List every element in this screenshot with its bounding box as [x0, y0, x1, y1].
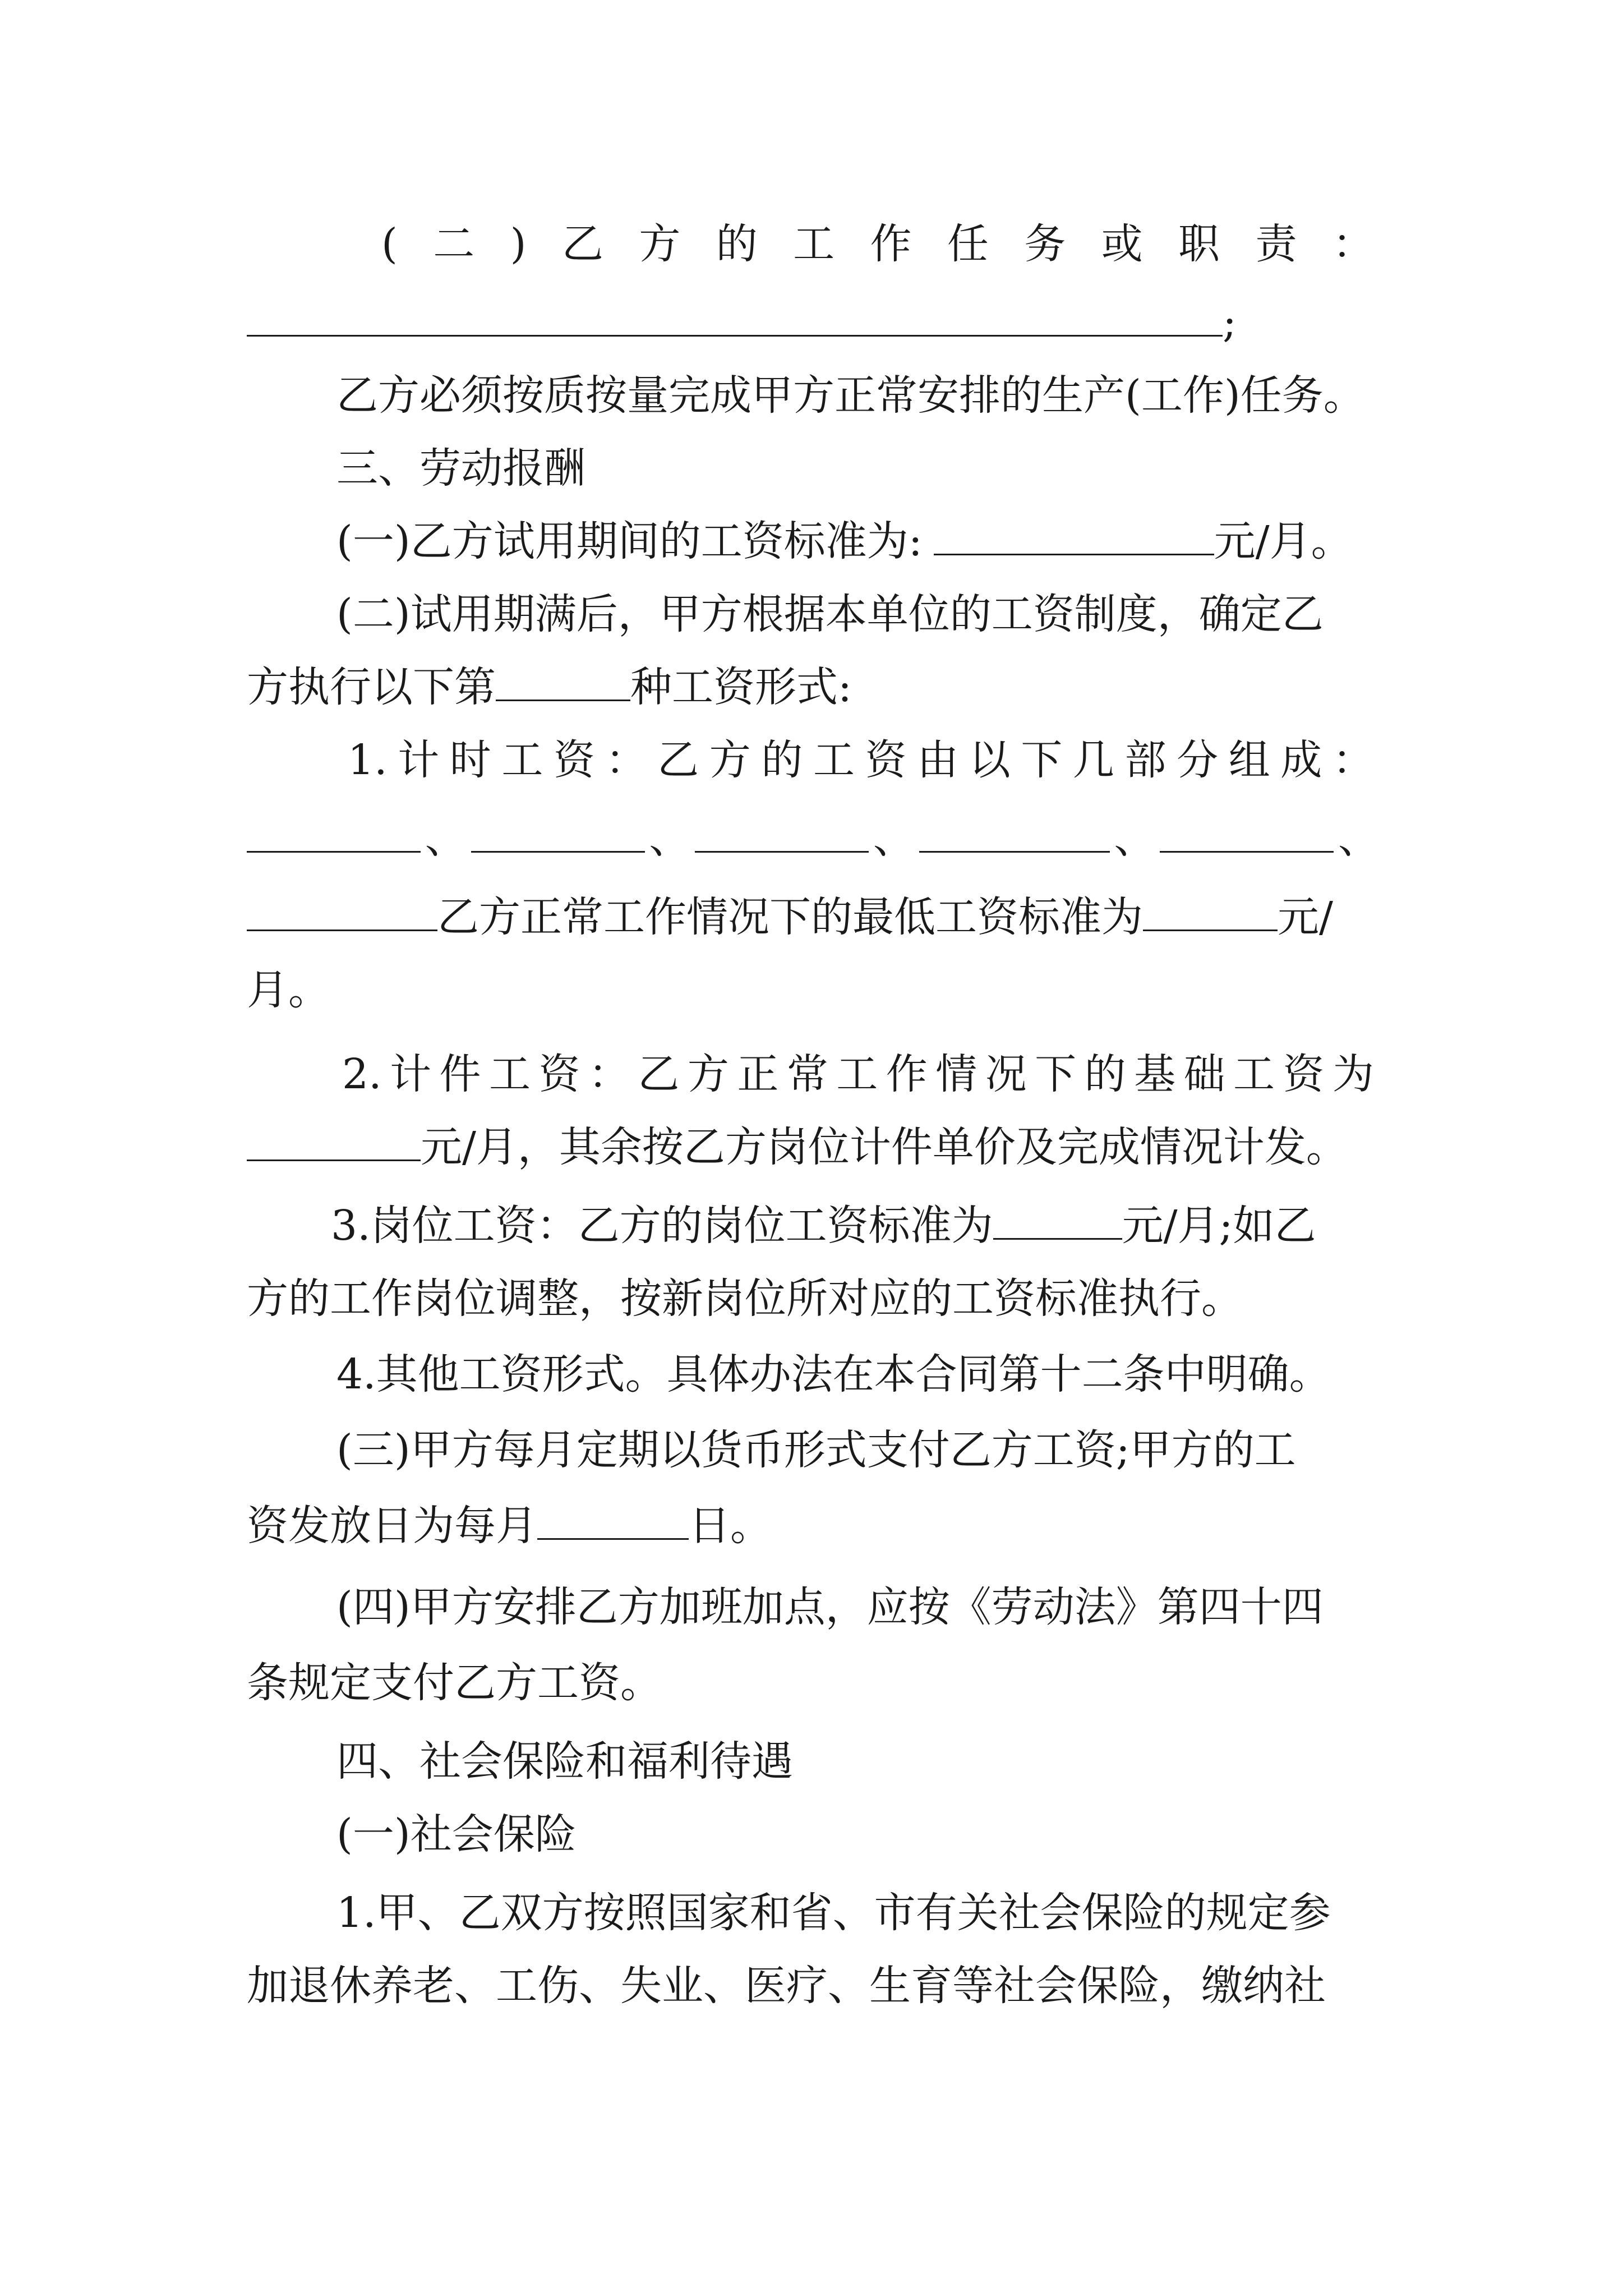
- text-char: 作: [886, 1050, 928, 1098]
- text-char: 工: [813, 736, 855, 784]
- separator: 、: [1114, 815, 1156, 863]
- section-heading: 四、社会保险和福利待遇: [336, 1737, 793, 1786]
- text-char: 计: [398, 736, 440, 784]
- fill-blank[interactable]: [695, 813, 869, 853]
- text-char: 况: [985, 1050, 1027, 1098]
- text-char: 几: [1072, 736, 1114, 784]
- separator: 、: [649, 815, 691, 863]
- text-char: 情: [935, 1050, 978, 1098]
- heading-char: ): [510, 220, 527, 268]
- text-char: 资: [1283, 1050, 1325, 1098]
- separator: 、: [1338, 815, 1380, 863]
- text-char: 部: [1124, 736, 1166, 784]
- paragraph-line: [336, 510, 1380, 572]
- text-char: 下: [1021, 736, 1063, 784]
- text-char: ：: [605, 736, 647, 784]
- text-span: 元/: [1278, 893, 1333, 941]
- paragraph-line: [247, 1116, 1380, 1178]
- fill-blank[interactable]: [247, 297, 1223, 337]
- heading-char: 或: [1101, 220, 1143, 268]
- text-char: 资: [865, 736, 907, 784]
- paragraph-line: [331, 1195, 1380, 1257]
- heading-char: 方: [639, 220, 681, 268]
- fill-blank[interactable]: [919, 813, 1110, 853]
- fill-blank[interactable]: [496, 662, 630, 701]
- fill-blank[interactable]: [993, 1200, 1122, 1240]
- text-char: 工: [489, 1050, 531, 1098]
- text-char: 常: [786, 1050, 828, 1098]
- paragraph-line: 乙方必须按质按量完成甲方正常安排的生产(工作)任务。: [336, 371, 1365, 420]
- text-span: 方执行以下第: [247, 663, 496, 711]
- text-char: 乙: [638, 1050, 680, 1098]
- text-char: 工: [836, 1050, 878, 1098]
- wage-components-blanks: [247, 808, 1380, 869]
- duty-heading: [381, 213, 1374, 275]
- separator: 、: [425, 815, 467, 863]
- heading-char: 务: [1024, 220, 1066, 268]
- text-char: 方: [709, 736, 751, 784]
- text-char: 的: [1084, 1050, 1126, 1098]
- section-heading: 三、劳动报酬: [336, 444, 585, 493]
- text-span: 日。: [689, 1502, 772, 1550]
- text-span: 元/月，其余按乙方岗位计件单价及完成情况计发。: [421, 1123, 1348, 1171]
- paragraph-line: 加退休养老、工伤、失业、医疗、生育等社会保险，缴纳社: [247, 1962, 1326, 2010]
- text-span: 乙方正常工作情况下的最低工资标准为: [437, 893, 1143, 941]
- text-span: 元/月。: [1214, 517, 1353, 565]
- text-char: 成: [1280, 736, 1322, 784]
- fill-blank[interactable]: [1143, 892, 1278, 931]
- text-char: 的: [761, 736, 803, 784]
- text-char: 基: [1134, 1050, 1176, 1098]
- heading-char: 乙: [561, 220, 603, 268]
- heading-char: ：: [1332, 220, 1374, 268]
- fill-blank[interactable]: [934, 516, 1214, 555]
- fill-blank[interactable]: [247, 813, 421, 853]
- text-span: 种工资形式:: [630, 663, 852, 711]
- text-span: 3.岗位工资：乙方的岗位工资标准为: [331, 1202, 993, 1250]
- heading-char: 作: [870, 220, 912, 268]
- text-span: 元/月;如乙: [1122, 1202, 1316, 1250]
- fill-blank[interactable]: [247, 892, 437, 931]
- paragraph-line: [342, 1043, 1374, 1105]
- fill-blank[interactable]: [537, 1501, 689, 1540]
- text-char: 础: [1183, 1050, 1225, 1098]
- text-char: 为: [1332, 1050, 1374, 1098]
- paragraph-line: 4.其他工资形式。具体办法在本合同第十二条中明确。: [336, 1350, 1331, 1398]
- text-char: 工: [501, 736, 543, 784]
- text-char: ：: [588, 1050, 630, 1098]
- text-char: 资: [553, 736, 595, 784]
- fill-blank[interactable]: [471, 813, 645, 853]
- fill-blank[interactable]: [247, 1122, 421, 1161]
- heading-char: 二: [433, 220, 475, 268]
- paragraph-line: 月。: [247, 966, 330, 1014]
- paragraph-line: 1.甲、乙双方按照国家和省、市有关社会保险的规定参: [336, 1889, 1331, 1937]
- paragraph-line: (四)甲方安排乙方加班加点，应按《劳动法》第四十四: [336, 1583, 1324, 1631]
- text-char: 乙: [657, 736, 699, 784]
- text-char: 正: [737, 1050, 779, 1098]
- paragraph-line: 方的工作岗位调整，按新岗位所对应的工资标准执行。: [247, 1274, 1243, 1323]
- text-char: 计: [390, 1050, 432, 1098]
- text-char: ：: [1332, 736, 1374, 784]
- text-char: 下: [1035, 1050, 1077, 1098]
- paragraph-line: [247, 886, 1380, 948]
- heading-char: (: [381, 220, 398, 268]
- text-char: 以: [969, 736, 1011, 784]
- text-span: 资发放日为每月: [247, 1502, 537, 1550]
- heading-char: 责: [1255, 220, 1297, 268]
- text-char: 1.: [348, 736, 388, 784]
- text-span: (一)乙方试用期间的工资标准为:: [336, 517, 923, 565]
- text-char: 由: [917, 736, 959, 784]
- text-char: 2.: [342, 1050, 382, 1098]
- paragraph-line: [247, 1495, 1380, 1557]
- fill-blank[interactable]: [1160, 813, 1334, 853]
- heading-char: 任: [947, 220, 989, 268]
- text-char: 件: [439, 1050, 481, 1098]
- duty-blank-line: [247, 292, 1380, 353]
- text-char: 资: [538, 1050, 580, 1098]
- heading-char: 职: [1178, 220, 1220, 268]
- heading-char: 工: [793, 220, 835, 268]
- text-char: 方: [687, 1050, 729, 1098]
- subsection-heading: (一)社会保险: [336, 1810, 577, 1858]
- text-char: 工: [1233, 1050, 1275, 1098]
- text-char: 组: [1228, 736, 1270, 784]
- paragraph-line: [247, 656, 1380, 718]
- separator: 、: [873, 815, 915, 863]
- text-char: 分: [1177, 736, 1219, 784]
- text-char: 时: [449, 736, 491, 784]
- line-end-punct: ;: [1223, 298, 1237, 347]
- paragraph-line: [348, 729, 1374, 791]
- paragraph-line: (二)试用期满后，甲方根据本单位的工资制度，确定乙: [336, 590, 1324, 638]
- heading-char: 的: [716, 220, 758, 268]
- paragraph-line: 条规定支付乙方工资。: [247, 1659, 662, 1707]
- paragraph-line: (三)甲方每月定期以货币形式支付乙方工资;甲方的工: [336, 1426, 1296, 1474]
